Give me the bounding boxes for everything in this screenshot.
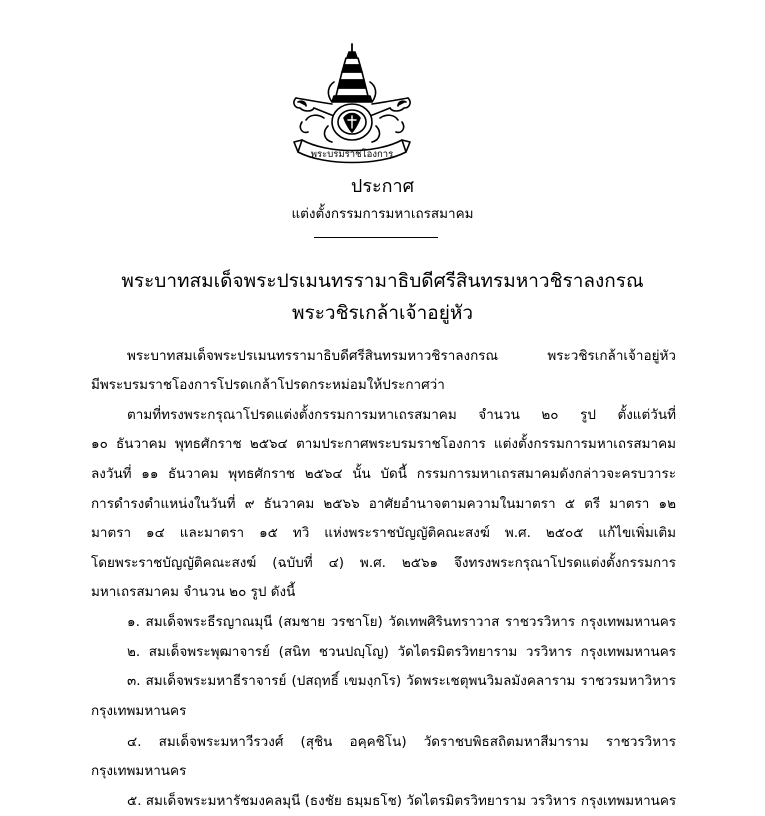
body-line-2: มีพระบรมราชโองการโปรดเกล้าโปรดกระหม่อมให้ประกาศว่า <box>91 377 445 393</box>
appointee-4-location: กรุงเทพมหานคร <box>91 763 187 779</box>
king-title-line-1: พระบาทสมเด็จพระปรเมนทรรามาธิบดีศรีสินทรมหาวชิราลงกรณ <box>121 270 644 292</box>
document-subject: แต่งตั้งกรรมการมหาเถรสมาคม <box>291 206 474 222</box>
appointee-5: ๕. สมเด็จพระมหารัชมงคลมุนี (ธงชัย ธมฺมธโช) วัดไตรมิตรวิทยาราม วรวิหาร กรุงเทพมหานคร <box>127 793 677 809</box>
body-line-7: มาตรา ๑๔ และมาตรา ๑๕ ทวิ แห่งพระราชบัญญัติคณะสงฆ์ พ.ศ. ๒๕๐๕ แก้ไขเพิ่มเติม <box>91 525 676 541</box>
appointee-1: ๑. สมเด็จพระธีรญาณมุนี (สมชาย วรชาโย) วัดเทพศิรินทราวาส ราชวรวิหาร กรุงเทพมหานคร <box>127 614 676 630</box>
document-type: ประกาศ <box>350 176 415 197</box>
body-line-9: มหาเถรสมาคม จำนวน ๒๐ รูป ดังนี้ <box>91 584 296 600</box>
heading-divider <box>314 237 438 238</box>
appointee-4: ๔. สมเด็จพระมหาวีรวงศ์ (สุชิน อคฺคชิโน) วัดราชบพิธสถิตมหาสีมาราม ราชวรวิหาร <box>127 734 676 750</box>
royal-emblem <box>288 42 416 166</box>
body-line-1: พระบาทสมเด็จพระปรเมนทรรามาธิบดีศรีสินทรมหาวชิราลงกรณ พระวชิรเกล้าเจ้าอยู่หัว <box>127 348 676 364</box>
appointee-2: ๒. สมเด็จพระพุฒาจารย์ (สนิท ชวนปญฺโญ) วัดไตรมิตรวิทยาราม วรวิหาร กรุงเทพมหานคร <box>127 644 676 660</box>
body-line-4: ๑๐ ธันวาคม พุทธศักราช ๒๕๖๔ ตามประกาศพระบรมราชโองการ แต่งตั้งกรรมการมหาเถรสมาคม <box>91 436 676 452</box>
appointee-3-location: กรุงเทพมหานคร <box>91 703 187 719</box>
king-title-line-2: พระวชิรเกล้าเจ้าอยู่หัว <box>291 302 474 324</box>
body-line-5: ลงวันที่ ๑๑ ธันวาคม พุทธศักราช ๒๕๖๔ นั้น บัดนี้ กรรมการมหาเถรสมาคมดังกล่าวจะครบวาระ <box>91 466 676 482</box>
body-line-8: โดยพระราชบัญญัติคณะสงฆ์ (ฉบับที่ ๔) พ.ศ. ๒๕๖๑ จึงทรงพระกรุณาโปรดแต่งตั้งกรรมการ <box>91 555 676 571</box>
body-line-6: การดำรงตำแหน่งในวันที่ ๙ ธันวาคม ๒๕๖๖ อาศัยอำนาจตามความในมาตรา ๕ ตรี มาตรา ๑๒ <box>91 496 676 512</box>
body-line-3: ตามที่ทรงพระกรุณาโปรดแต่งตั้งกรรมการมหาเถรสมาคม จำนวน ๒๐ รูป ตั้งแต่วันที่ <box>127 407 676 423</box>
emblem-inscription: พระบรมราชโองการ <box>310 149 394 160</box>
appointee-3: ๓. สมเด็จพระมหาธีราจารย์ (ปสฤทธิ์ เขมงฺกโร) วัดพระเชตุพนวิมลมังคลาราม ราชวรมหาวิหาร <box>127 673 676 689</box>
